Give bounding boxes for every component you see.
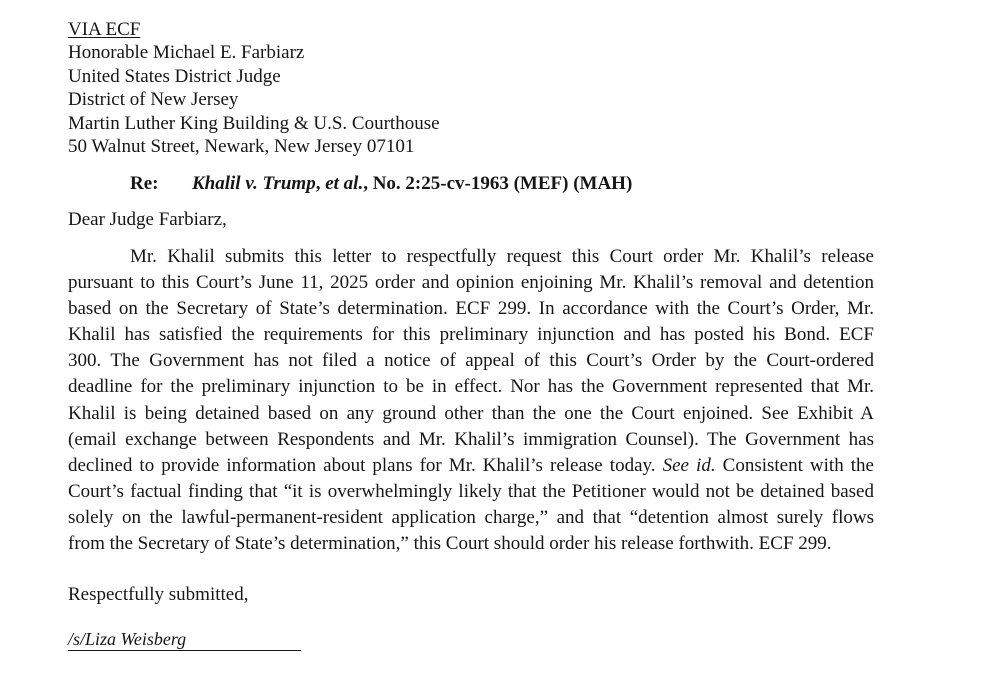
addressee-name: Honorable Michael E. Farbiarz [68,42,305,64]
addressee-title: United States District Judge [68,65,281,87]
body-line: Khalil has satisfied the requirements for this preliminary injunction and has posted his Bond. ECF [68,324,874,346]
signature-line: /s/Liza Weisberg [68,628,301,651]
body-line [68,453,874,479]
body-line: Court’s factual finding that “it is overwhelmingly likely that the Petitioner would not be detained based [68,480,874,502]
courthouse-address: 50 Walnut Street, Newark, New Jersey 07101 [68,136,415,158]
body-line: Khalil is being detained based on any ground other than the one the Court enjoined. See Exhibit A [68,402,874,424]
body-line-text: Consistent with the [715,454,874,476]
addressee-district: District of New Jersey [68,89,239,111]
delivery-method: VIA ECF [68,19,141,40]
salutation: Dear Judge Farbiarz, [68,209,227,230]
body-line: 300. The Government has not filed a notice of appeal of this Court’s Order by the Court-ordered [68,350,874,372]
body-line: Mr. Khalil submits this letter to respectfully request this Court order Mr. Khalil’s release [130,246,874,267]
body-line-text: declined to provide information about plans for Mr. Khalil’s release today. [68,454,663,476]
case-et-al: et al. [325,173,364,194]
case-separator: , [315,173,326,194]
closing: Respectfully submitted, [68,584,249,605]
reference-label: Re: [130,173,159,194]
case-name: Khalil v. Trump [192,173,316,194]
body-line: (email exchange between Respondents and Mr. Khalil’s immigration Counsel). The Government has [68,428,874,450]
body-line: deadline for the preliminary injunction to be in effect. Nor has the Government represented that Mr. [68,376,874,398]
body-line: solely on the lawful-permanent-resident application charge,” and that “detention almost surely flows [68,506,874,528]
body-line: pursuant to this Court’s June 11, 2025 order and opinion enjoining Mr. Khalil’s removal and detention [68,272,874,294]
body-paragraph [68,244,874,557]
address-block [68,18,440,158]
body-line: based on the Secretary of State’s determination. ECF 299. In accordance with the Court’s Order, Mr. [68,298,874,320]
reference-line [130,173,632,195]
citation-see-id: See id. [662,454,716,476]
body-line: from the Secretary of State’s determination,” this Court should order his release forthwith. ECF 299. [68,533,832,555]
courthouse-name: Martin Luther King Building & U.S. Courthouse [68,112,440,134]
case-number: , No. 2:25-cv-1963 (MEF) (MAH) [363,173,633,194]
